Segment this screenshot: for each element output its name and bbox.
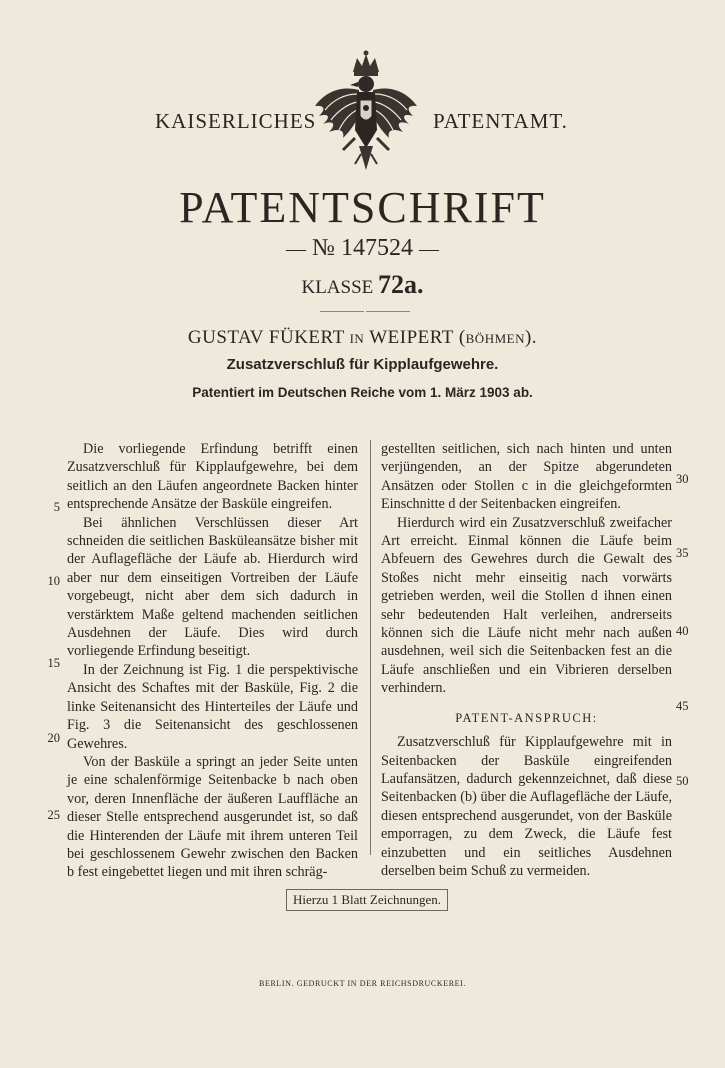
line-number: 35 [676,546,689,560]
office-name-left: KAISERLICHES [155,109,317,133]
class-label: KLASSE [301,277,374,298]
inventor-region: BÖHMEN [465,331,525,346]
claim-text: Zusatzverschluß für Kipplaufgewehre mit in Seitenbacken der Basküle eingreifenden Laufansätzen, dadurch gekennzeichnet, daß diese Seitenbacken (b) über die Auflagefläche der Läufe, diesen entsprechend ausgerundet, von der Basküle emporragen, zu dem Zweck, die Läufe fest einzubetten und ein seitliches Ausdehnen derselben beim Schuß zu vermeiden. [381,734,672,879]
document-title: PATENTSCHRIFT [179,183,546,232]
line-number: 30 [676,472,689,486]
line-number: 10 [47,574,60,588]
separator-rule-right [366,311,410,312]
imperial-eagle-icon [313,50,419,172]
class-value: 72a. [378,270,424,299]
paragraph: gestellten seitlichen, sich nach hinten und unten verjüngenden, an der Spitze abgerundeten Ansätzen oder Stollen c in die gleichgeformten Einschnitte d der Seitenbacken eingreifen. [381,441,672,513]
paragraph: Von der Basküle a springt an jeder Seite unten je eine schalenförmige Seitenbacke b nach oben vor, deren Innenfläche der äußeren Lauffläche an dieser Stelle entsprechend ausgerundet ist, so daß die Hinterenden der Läufe mit ihrem unteren Teil bei geschlossenem Gewehr zwischen den Backen b fest eingebettet liegen und mit ihren schräg- [67,753,358,881]
left-column [67,440,358,882]
region-open: ( [458,327,466,348]
line-number: 20 [47,731,60,745]
column-divider [370,440,371,855]
number-dash-right: — [418,238,439,260]
line-number: 15 [47,656,60,670]
claim-heading: PATENT-ANSPRUCH: [455,710,598,725]
patent-number-text: № 147524 [312,235,413,261]
patent-number [0,235,725,262]
drawings-note: Hierzu 1 Blatt Zeichnungen. [286,889,448,911]
line-number: 45 [676,699,689,713]
line-number: 25 [47,808,60,822]
inventor-line [0,327,725,349]
office-name-right: PATENTAMT. [433,109,568,133]
right-column [381,440,672,880]
inventor-name: GUSTAV FÜKERT [187,327,345,348]
paragraph: Bei ähnlichen Verschlüssen dieser Art schneiden die seitlichen Basküleansätze bisher mit der Auflagefläche der Läufe ab. Hierdurch wird aber nur dem einseitigen Vortreiben der Läufe vorgebeugt, nicht aber dem sich dadurch in verstärktem Maße geltend machenden seitlichen Ausdehnen der Läufe. Dies wird durch vorliegende Erfindung beseitigt. [67,514,358,660]
separator-rule-left [320,311,364,312]
line-number: 40 [676,624,689,638]
paragraph: In der Zeichnung ist Fig. 1 die perspektivische Ansicht des Schaftes mit der Basküle, Fig. 2 die linke Seitenansicht des Hinterteiles der Läufe und Fig. 3 die Seitenansicht des geschlossenen Gewehres. [67,661,358,752]
invention-title: Zusatzverschluß für Kipplaufgewehre. [226,356,499,373]
line-number: 5 [53,500,60,514]
line-number: 50 [676,774,689,788]
region-close: ). [524,327,538,348]
patent-class [0,270,725,300]
number-dash-left: — [286,238,307,260]
patented-date: Patentiert im Deutschen Reiche vom 1. März 1903 ab. [192,385,533,400]
printer-imprint: BERLIN. GEDRUCKT IN DER REICHSDRUCKEREI. [259,979,466,988]
inventor-in: IN [349,331,365,346]
inventor-place: WEIPERT [369,327,454,348]
paragraph: Die vorliegende Erfindung betrifft einen Zusatzverschluß für Kipplaufgewehre, bei dem seitlich an den Läufen angeordnete Backen hinter entsprechende Ansätze der Basküle eingreifen. [67,441,358,513]
paragraph: Hierdurch wird ein Zusatzverschluß zweifacher Art erreicht. Einmal können die Läufe beim Abfeuern des Gewehres durch die Gewalt des Stoßes nicht mehr einseitig nach vorwärts getrieben werden, weil die Stollen d ihnen einen sehr bedeutenden Halt verleihen, andrerseits können sich die Läufe nicht mehr nach außen ausdehnen, weil sich die Seitenbacken fest an die Läufe anschließen und ein Vibrieren derselben verhindern. [381,514,672,697]
